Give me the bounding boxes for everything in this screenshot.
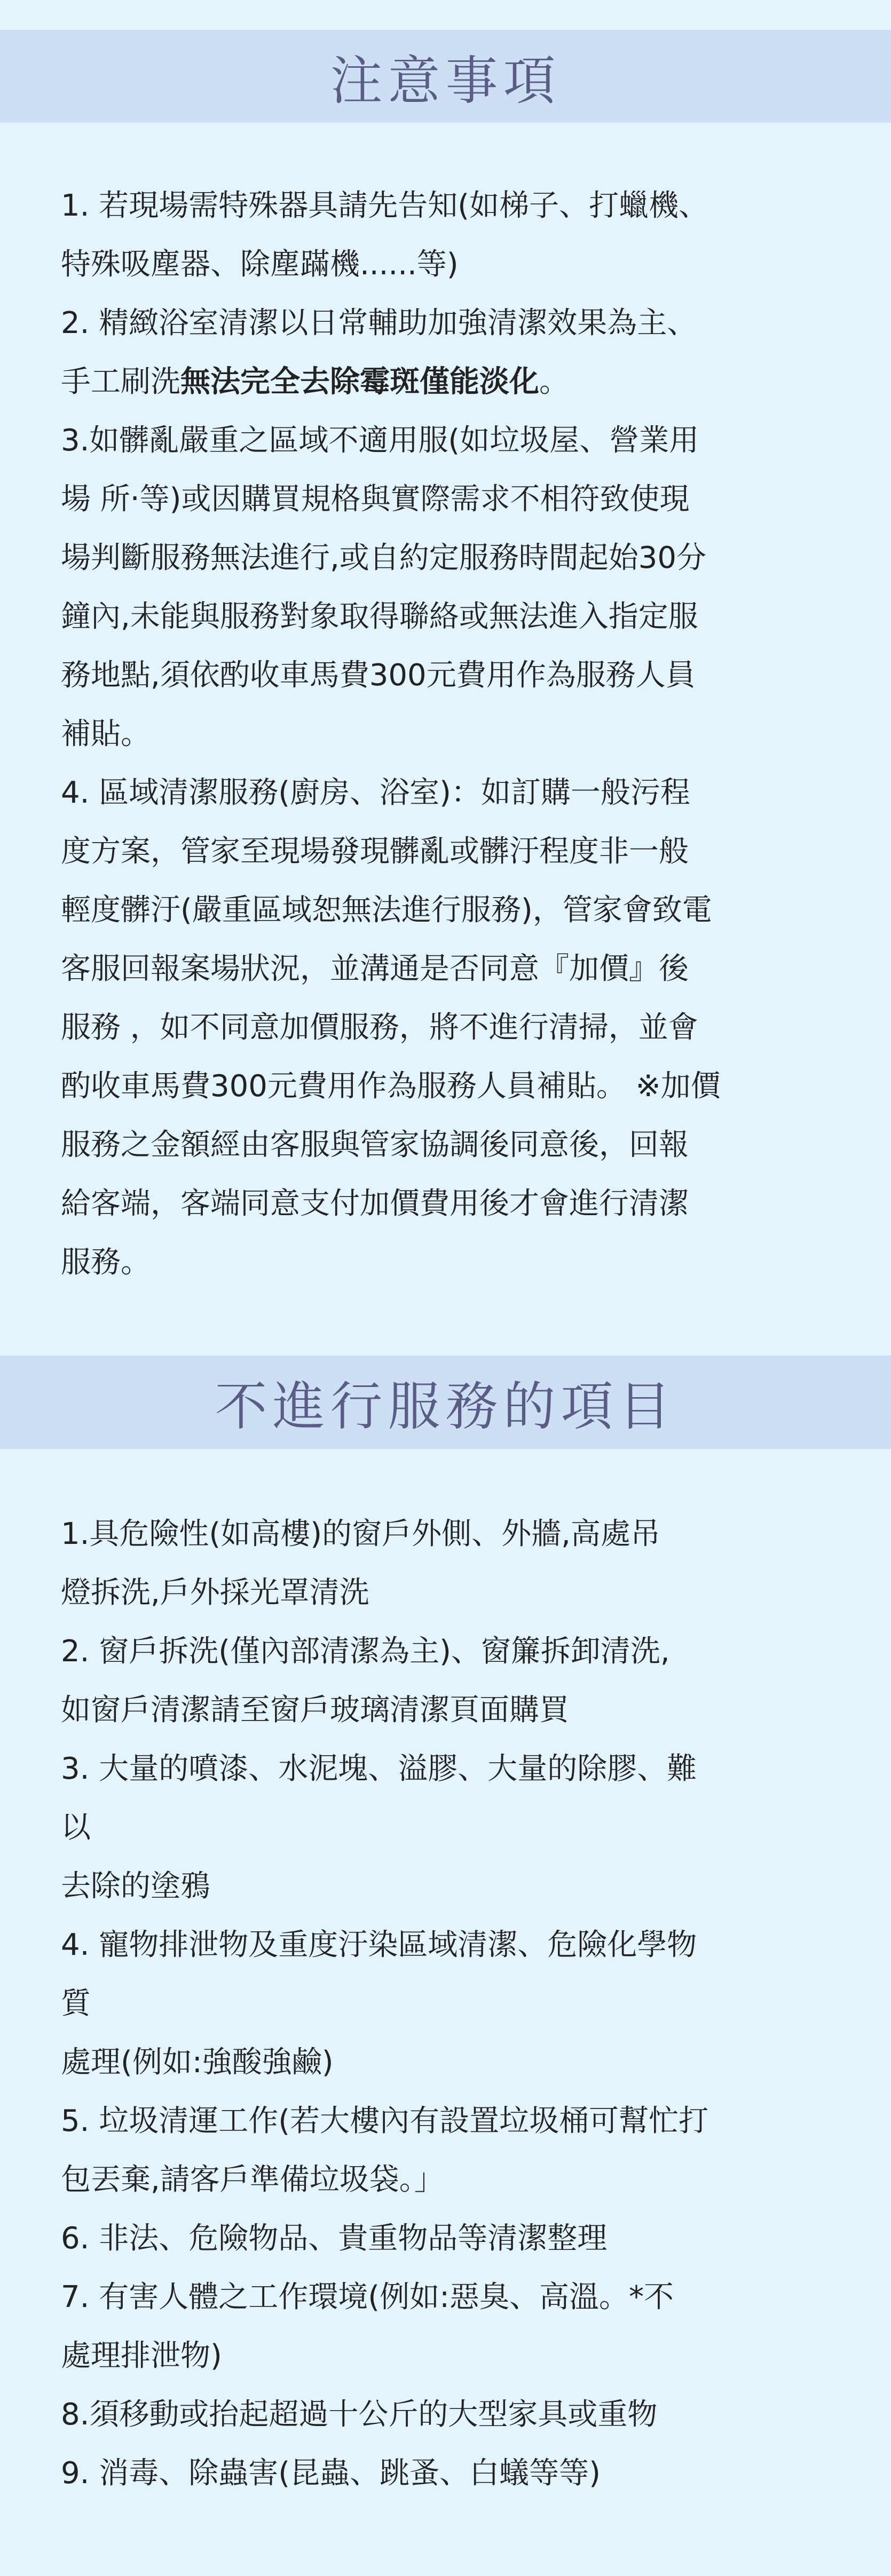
notice-item-2-line-2 <box>61 353 840 411</box>
excluded-item-8 <box>61 2385 840 2444</box>
notice-item-4-line-4: 客服回報案場狀況，並溝通是否同意『加價』後 <box>61 952 689 986</box>
notice-item-2-prefix: 手工刷洗 <box>61 364 180 399</box>
excluded-item-4 <box>61 1916 840 2092</box>
notice-item-1-line-1: 1. 若現場需特殊器具請先告知(如梯子、打蠟機、 <box>61 188 709 223</box>
excluded-header <box>0 1356 891 1449</box>
excluded-item-8-line-1: 8.須移動或抬起超過十公斤的大型家具或重物 <box>61 2397 658 2432</box>
notice-item-4-line-5: 服務 ，如不同意加價服務，將不進行清掃，並會 <box>61 1010 698 1045</box>
notice-item-2-line-1: 2. 精緻浴室清潔以日常輔助加強清潔效果為主、 <box>61 306 697 340</box>
notice-title: 注意事項 <box>330 50 561 112</box>
notice-item-3-line-2: 場 所‧等)或因購買規格與實際需求不相符致使現 <box>61 482 690 517</box>
excluded-item-5-line-1: 5. 垃圾清運工作(若大樓內有設置垃圾桶可幫忙打 <box>61 2104 709 2138</box>
excluded-title: 不進行服務的項目 <box>215 1376 676 1437</box>
notice-item-3-line-5: 務地點,須依酌收車馬費300元費用作為服務人員 <box>61 658 696 693</box>
notice-item-1 <box>61 177 840 294</box>
notice-item-4-line-9: 服務。 <box>61 1245 151 1280</box>
notice-item-2 <box>61 294 840 411</box>
notice-item-4-line-2: 度方案，管家至現場發現髒亂或髒汙程度非一般 <box>61 834 689 869</box>
notice-list <box>61 177 840 1292</box>
notice-item-3-line-6: 補貼。 <box>61 717 151 751</box>
excluded-item-1-line-1: 1.具危險性(如高樓)的窗戶外側、外牆,高處吊 <box>61 1517 660 1551</box>
excluded-item-4-line-2: 質 <box>61 1986 91 2021</box>
excluded-item-7-line-2: 處理排泄物) <box>61 2339 222 2373</box>
notice-item-4 <box>61 764 840 1292</box>
notice-item-3-line-1: 3.如髒亂嚴重之區域不適用服(如垃圾屋、營業用 <box>61 423 699 458</box>
excluded-item-9-line-1: 9. 消毒、除蟲害(昆蟲、跳蚤、白蟻等等) <box>61 2456 601 2491</box>
notice-item-2-suffix: 。 <box>539 364 569 399</box>
excluded-item-3-line-3: 去除的塗鴉 <box>61 1869 210 1904</box>
excluded-item-2-line-1: 2. 窗戶拆洗(僅內部清潔為主)、窗簾拆卸清洗, <box>61 1634 670 1669</box>
excluded-item-3-line-2: 以 <box>61 1810 91 1845</box>
notice-item-4-line-6: 酌收車馬費300元費用作為服務人員補貼。 ※加價 <box>61 1069 721 1104</box>
excluded-item-6-line-1: 6. 非法、危險物品、貴重物品等清潔整理 <box>61 2221 608 2256</box>
notice-item-3-line-4: 鐘內,未能與服務對象取得聯絡或無法進入指定服 <box>61 599 698 634</box>
notice-item-4-line-1: 4. 區域清潔服務(廚房、浴室)：如訂購一般污程 <box>61 775 690 810</box>
excluded-item-1 <box>61 1505 840 1622</box>
excluded-item-4-line-1: 4. 寵物排泄物及重度汙染區域清潔、危險化學物 <box>61 1928 697 1962</box>
notice-item-2-emphasis: 無法完全去除霉斑僅能淡化 <box>180 364 539 399</box>
excluded-item-3-line-1: 3. 大量的噴漆、水泥塊、溢膠、大量的除膠、難 <box>61 1751 697 1786</box>
excluded-item-7-line-1: 7. 有害人體之工作環境(例如:惡臭、高溫。*不 <box>61 2280 674 2315</box>
notice-item-4-line-8: 給客端，客端同意支付加價費用後才會進行清潔 <box>61 1186 689 1221</box>
excluded-item-6 <box>61 2209 840 2268</box>
excluded-list <box>61 1505 840 2503</box>
notice-item-3 <box>61 411 840 764</box>
notice-header <box>0 30 891 123</box>
excluded-item-1-line-2: 燈拆洗,戶外採光罩清洗 <box>61 1575 369 1610</box>
excluded-item-2-line-2: 如窗戶清潔請至窗戶玻璃清潔頁面購買 <box>61 1693 569 1727</box>
excluded-item-9 <box>61 2444 840 2503</box>
excluded-item-3 <box>61 1740 840 1916</box>
excluded-item-4-line-3: 處理(例如:強酸強鹼) <box>61 2045 334 2080</box>
excluded-item-7 <box>61 2268 840 2385</box>
notice-item-4-line-3: 輕度髒汙(嚴重區域恕無法進行服務)，管家會致電 <box>61 893 712 928</box>
notice-item-4-line-7: 服務之金額經由客服與管家協調後同意後，回報 <box>61 1128 689 1162</box>
excluded-item-5-line-2: 包丟棄,請客戶準備垃圾袋。」 <box>61 2162 444 2197</box>
excluded-item-5 <box>61 2092 840 2209</box>
excluded-item-2 <box>61 1622 840 1740</box>
notice-item-3-line-3: 場判斷服務無法進行,或自約定服務時間起始30分 <box>61 541 707 575</box>
notice-item-1-line-2: 特殊吸塵器、除塵蹣機......等) <box>61 247 459 282</box>
